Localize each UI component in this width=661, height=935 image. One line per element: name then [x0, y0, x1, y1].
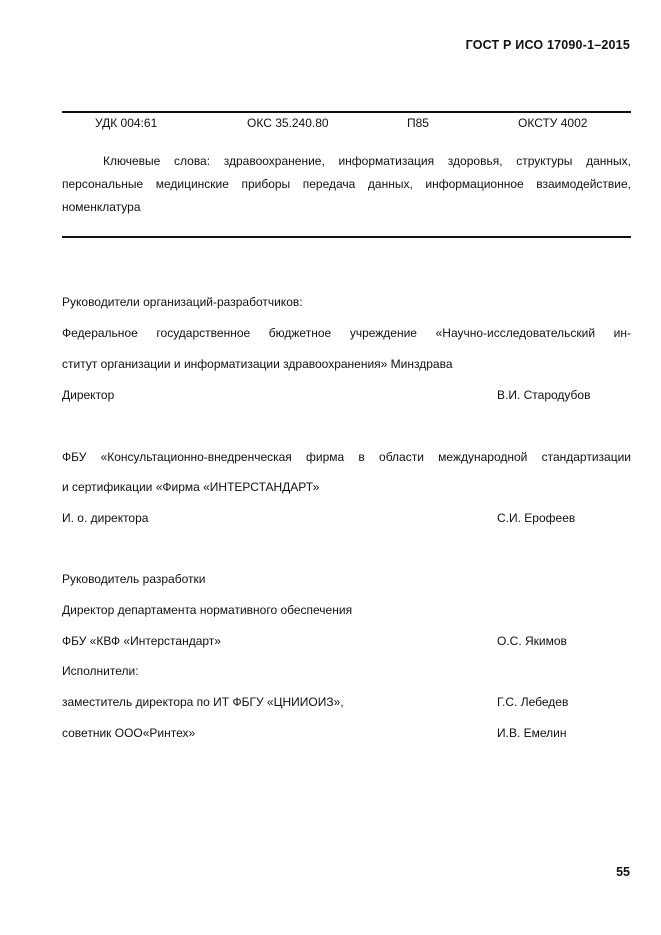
dev-lead-org: ФБУ «КВФ «Интерстандарт»: [62, 634, 221, 648]
oks-code: ОКС 35.240.80: [247, 116, 329, 130]
director-name: В.И. Стародубов: [497, 388, 591, 402]
acting-director-title: И. о. директора: [62, 511, 149, 525]
dev-lead-name: О.С. Якимов: [497, 634, 567, 648]
dev-lead-label: Руководитель разработки: [62, 572, 206, 586]
org2-line2: и сертификации «Фирма «ИНТЕРСТАНДАРТ»: [62, 480, 320, 494]
bottom-divider: [62, 236, 631, 238]
top-divider: [62, 111, 631, 113]
classification-codes: [62, 116, 631, 132]
director-title: Директор: [62, 388, 115, 402]
org1-line2: ститут организации и информатизации здравоохранения» Минздрава: [62, 357, 453, 371]
acting-director-name: С.И. Ерофеев: [497, 511, 576, 525]
keywords-paragraph: Ключевые слова: здравоохранение, информатизация здоровья, структуры данных, персональные медицинские приборы передача данных, информационное взаимодействие, номенклатура: [62, 154, 631, 214]
heads-label: Руководители организаций-разработчиков:: [62, 295, 303, 309]
p-code: П85: [407, 116, 429, 130]
executor2-position: советник ООО«Ринтех»: [62, 726, 196, 740]
executor1-position: заместитель директора по ИТ ФБГУ «ЦНИИОИЗ»,: [62, 695, 344, 709]
dev-lead-position: Директор департамента нормативного обеспечения: [62, 603, 353, 617]
okstu-code: ОКСТУ 4002: [518, 116, 588, 130]
executor2-name: И.В. Емелин: [497, 726, 567, 740]
page-number: 55: [616, 865, 630, 879]
executors-label: Исполнители:: [62, 664, 139, 678]
org2-line1: ФБУ «Консультационно-внедренческая фирма в области международной стандартизации: [62, 450, 631, 464]
standard-designation: ГОСТ Р ИСО 17090-1–2015: [465, 38, 630, 52]
org1-line1: Федеральное государственное бюджетное учреждение «Научно-исследовательский ин-: [62, 326, 631, 340]
executor1-name: Г.С. Лебедев: [497, 695, 569, 709]
udk-code: УДК 004:61: [95, 116, 158, 130]
